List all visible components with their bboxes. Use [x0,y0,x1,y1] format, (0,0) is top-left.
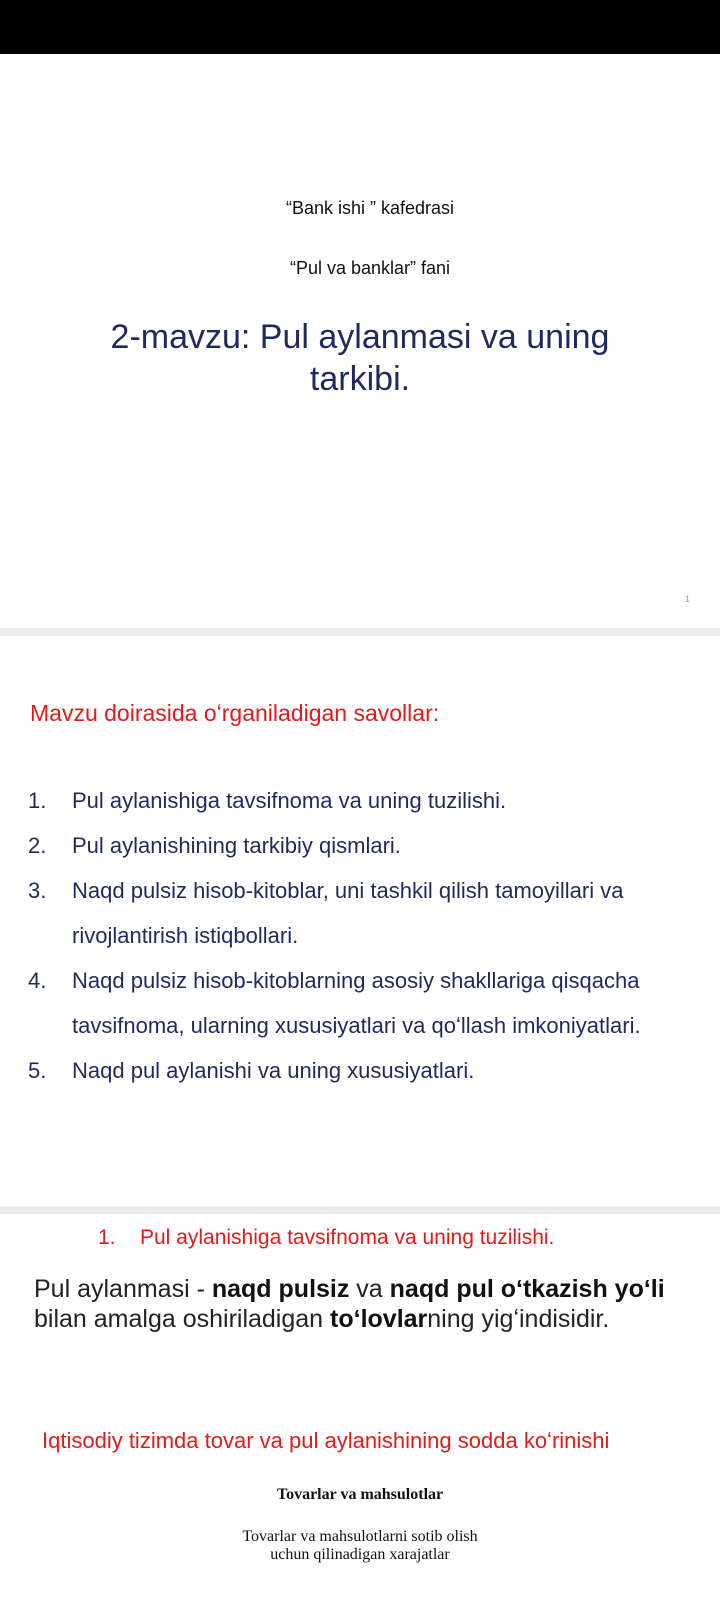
list-item-text: Pul aylanishining tarkibiy qismlari. [72,833,401,858]
list-item-text: Naqd pulsiz hisob-kitoblarning asosiy shakllariga qisqacha tavsifnoma, ularning xususiyatlari va qoʻllash imkoniyatlari. [72,968,641,1038]
diagram-heading: Iqtisodiy tizimda tovar va pul aylanishining sodda koʻrinishi [42,1428,610,1453]
diagram-label-goods: Tovarlar va mahsulotlar [276,1486,444,1503]
list-item-number: 4. [28,968,47,993]
department-line: “Bank ishi ” kafedrasi [285,198,455,218]
para-bold: toʻlovlar [330,1305,428,1333]
list-item-number: 5. [28,1058,47,1083]
slide-1 [0,54,720,628]
para-text: bilan amalga oshiriladigan [34,1305,331,1333]
section-title: Pul aylanishiga tavsifnoma va uning tuzilishi. [140,1226,555,1249]
slide-title [40,316,680,400]
page-number: 1 [684,594,690,604]
list-item-text: Naqd pul aylanishi va uning xususiyatlari. [72,1058,475,1083]
para-text: ning yigʻindisidir. [427,1305,610,1333]
status-bar [0,0,720,54]
questions-heading: Mavzu doirasida oʻrganiladigan savollar: [30,700,440,726]
expenses-line-2: uchun qilinadigan xarajatlar [270,1546,450,1563]
list-item [28,958,708,1048]
questions-list [28,778,708,1093]
list-item-text: Pul aylanishiga tavsifnoma va uning tuzilishi. [72,788,507,813]
para-text: va [349,1275,390,1303]
list-item-text: Naqd pulsiz hisob-kitoblar, uni tashkil qilish tamoyillari va rivojlantirish istiqbollari. [72,878,624,948]
slide-2 [0,636,720,1206]
list-item [28,778,708,823]
definition-paragraph [34,1274,694,1334]
list-item [28,868,708,958]
title-line-1: 2-mavzu: Pul aylanmasi va uning [110,318,610,356]
section-number: 1. [98,1226,116,1249]
list-item-number: 1. [28,788,47,813]
section-heading [98,1226,554,1250]
expenses-line-1: Tovarlar va mahsulotlarni sotib olish [242,1528,478,1545]
list-item-number: 3. [28,878,47,903]
title-line-2: tarkibi. [309,360,411,398]
subject-line: “Pul va banklar” fani [289,258,451,278]
list-item [28,823,708,868]
para-bold: naqd pulsiz [211,1275,350,1303]
slide-3 [0,1214,720,1600]
list-item-number: 2. [28,833,47,858]
list-item [28,1048,708,1093]
para-text: Pul aylanmasi - [34,1275,212,1303]
diagram-label-expenses [0,1528,720,1564]
para-bold: naqd pul oʻtkazish yoʻli [389,1275,665,1303]
